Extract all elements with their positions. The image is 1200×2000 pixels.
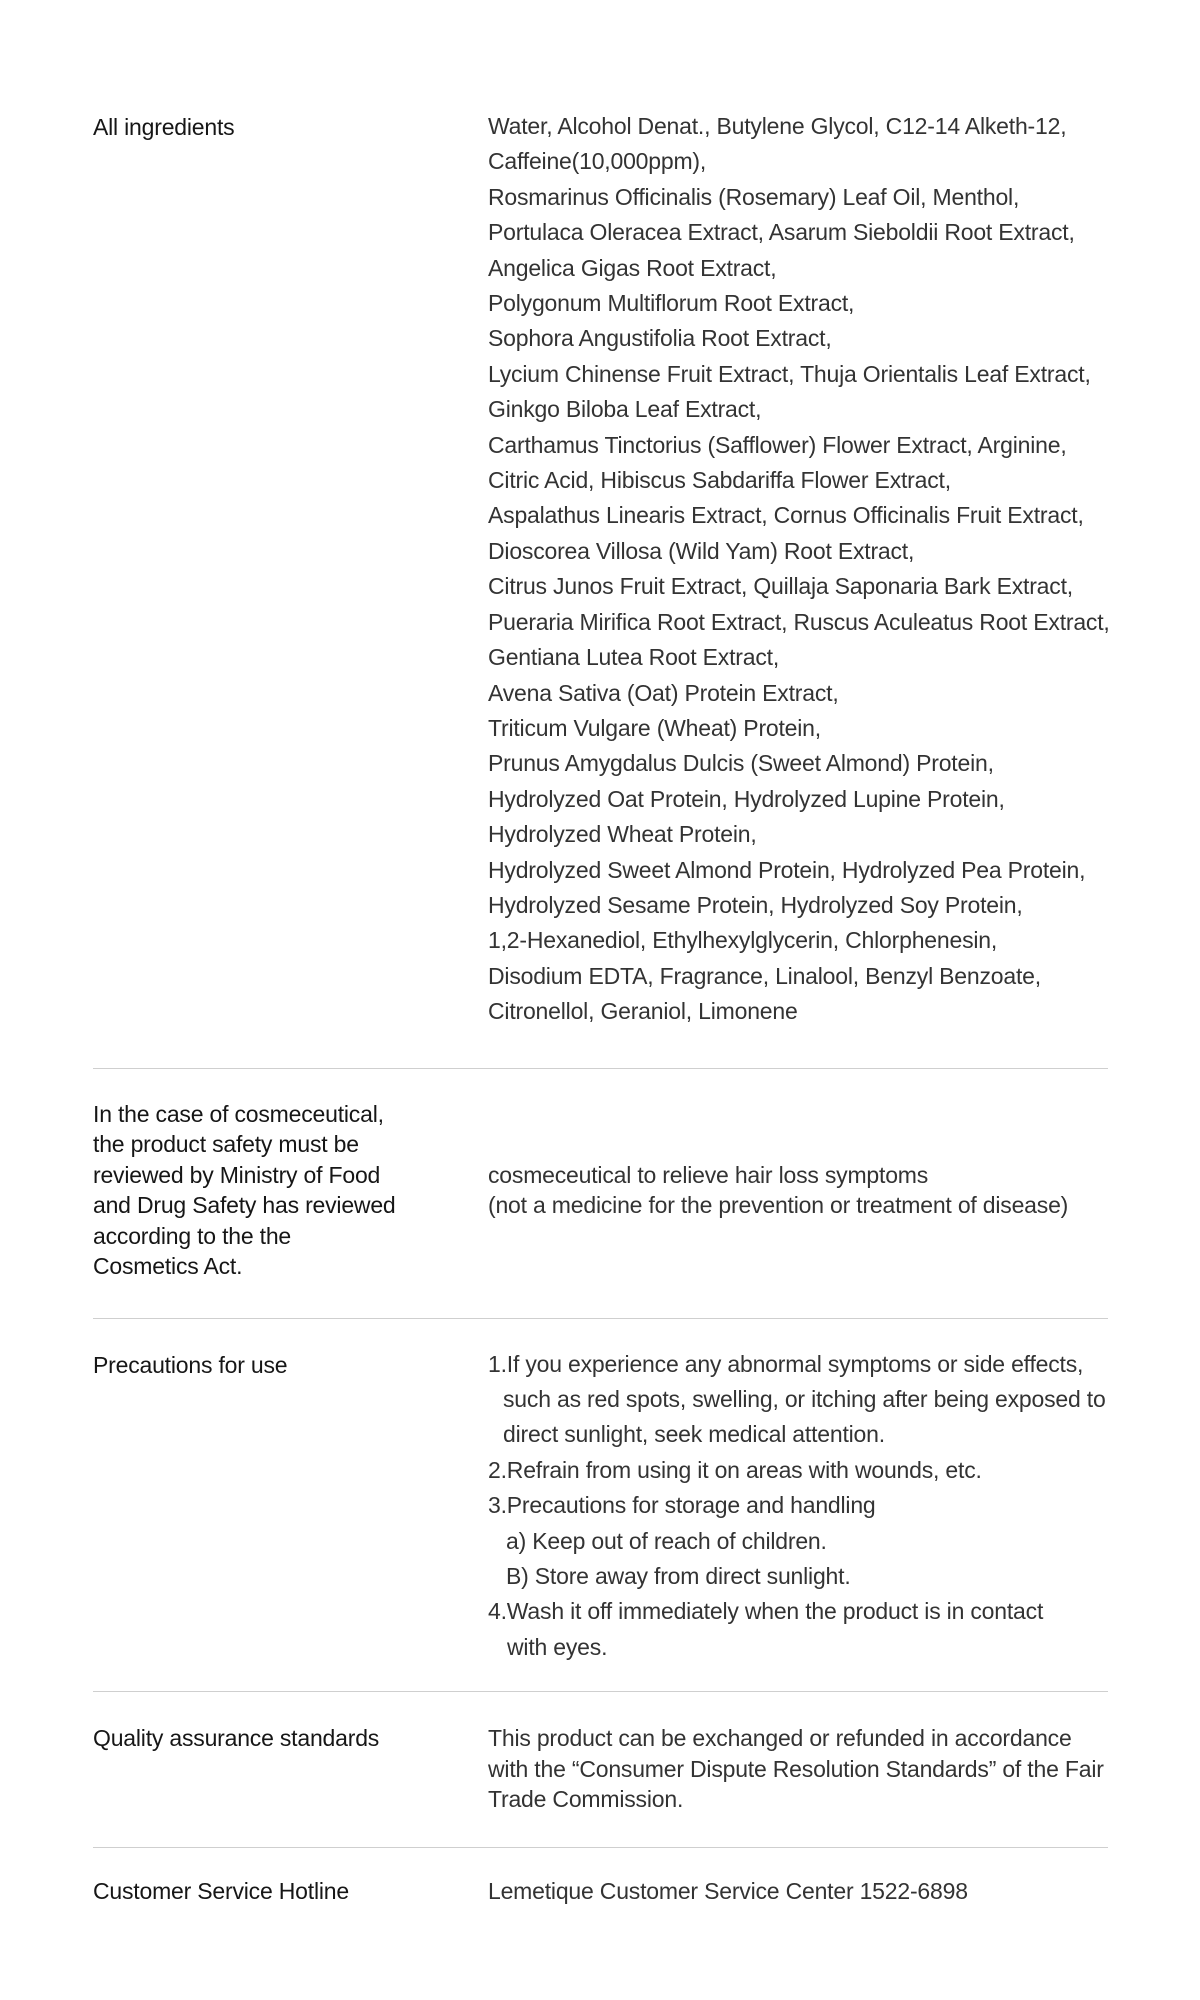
safety-review-label-line: and Drug Safety has reviewed (93, 1192, 396, 1219)
ingredients-line: Avena Sativa (Oat) Protein Extract, (488, 679, 839, 706)
precaution-item: 3.Precautions for storage and handling (488, 1492, 876, 1519)
safety-review-value (488, 1160, 1108, 1221)
ingredients-line: Sophora Angustifolia Root Extract, (488, 325, 832, 352)
section-divider (93, 1847, 1108, 1848)
ingredients-line: 1,2-Hexanediol, Ethylhexylglycerin, Chlorphenesin, (488, 927, 998, 954)
precaution-subitem: a) Keep out of reach of children. (506, 1527, 827, 1554)
ingredients-list (488, 109, 1110, 1030)
ingredients-line: Lycium Chinense Fruit Extract, Thuja Orientalis Leaf Extract, (488, 360, 1091, 387)
quality-assurance-value (488, 1723, 1108, 1815)
precautions-label: Precautions for use (93, 1351, 288, 1378)
ingredients-line: Citronellol, Geraniol, Limonene (488, 998, 798, 1025)
ingredients-line: Citric Acid, Hibiscus Sabdariffa Flower Extract, (488, 467, 951, 494)
safety-review-label-line: In the case of cosmeceutical, (93, 1100, 384, 1127)
customer-service-label: Customer Service Hotline (93, 1877, 349, 1904)
precaution-item-continued: with eyes. (507, 1633, 608, 1660)
ingredients-line: Gentiana Lutea Root Extract, (488, 644, 780, 671)
quality-assurance-label: Quality assurance standards (93, 1725, 380, 1752)
safety-review-value-line: (not a medicine for the prevention or treatment of disease) (488, 1192, 1069, 1219)
precaution-item: 2.Refrain from using it on areas with wounds, etc. (488, 1456, 982, 1483)
ingredients-line: Dioscorea Villosa (Wild Yam) Root Extract, (488, 537, 915, 564)
ingredients-label: All ingredients (93, 114, 235, 140)
safety-review-label-line: reviewed by Ministry of Food (93, 1161, 381, 1188)
precaution-item: 1.If you experience any abnormal symptoms or side effects, (488, 1350, 1084, 1377)
customer-service-value: Lemetique Customer Service Center 1522-6898 (488, 1877, 968, 1904)
ingredients-line: Hydrolyzed Sweet Almond Protein, Hydrolyzed Pea Protein, (488, 856, 1086, 883)
ingredients-line: Hydrolyzed Oat Protein, Hydrolyzed Lupine Protein, (488, 785, 1005, 812)
safety-review-value-line: cosmeceutical to relieve hair loss symptoms (488, 1161, 929, 1188)
quality-assurance-line: This product can be exchanged or refunded in accordance (488, 1725, 1072, 1752)
quality-assurance-line: Trade Commission. (488, 1786, 684, 1813)
ingredients-line: Portulaca Oleracea Extract, Asarum Sieboldii Root Extract, (488, 219, 1075, 246)
ingredients-line: Pueraria Mirifica Root Extract, Ruscus Aculeatus Root Extract, (488, 608, 1110, 635)
ingredients-line: Hydrolyzed Wheat Protein, (488, 821, 757, 848)
ingredients-line: Angelica Gigas Root Extract, (488, 254, 777, 281)
ingredients-line: Citrus Junos Fruit Extract, Quillaja Saponaria Bark Extract, (488, 573, 1073, 600)
quality-assurance-line: with the “Consumer Dispute Resolution Standards” of the Fair (488, 1755, 1104, 1782)
section-divider (93, 1691, 1108, 1692)
precaution-item-continued: such as red spots, swelling, or itching after being exposed to (503, 1385, 1106, 1412)
ingredients-line: Hydrolyzed Sesame Protein, Hydrolyzed Soy Protein, (488, 891, 1023, 918)
ingredients-line: Caffeine(10,000ppm), (488, 148, 707, 175)
precaution-subitem: B) Store away from direct sunlight. (506, 1563, 851, 1589)
section-divider (93, 1068, 1108, 1069)
quality-assurance-row (93, 1723, 1108, 1815)
ingredients-line: Rosmarinus Officinalis (Rosemary) Leaf Oil, Menthol, (488, 183, 1020, 210)
ingredients-line: Disodium EDTA, Fragrance, Linalool, Benzyl Benzoate, (488, 962, 1041, 989)
ingredients-line: Ginkgo Biloba Leaf Extract, (488, 396, 762, 423)
ingredients-line: Water, Alcohol Denat., Butylene Glycol, C12-14 Alketh-12, (488, 113, 1067, 139)
ingredients-line: Prunus Amygdalus Dulcis (Sweet Almond) Protein, (488, 750, 994, 777)
safety-review-row (93, 1099, 1108, 1282)
safety-review-label-line: the product safety must be (93, 1131, 359, 1158)
precaution-item: 4.Wash it off immediately when the product is in contact (488, 1598, 1044, 1625)
ingredients-line: Polygonum Multiflorum Root Extract, (488, 290, 855, 317)
ingredients-line: Aspalathus Linearis Extract, Cornus Officinalis Fruit Extract, (488, 502, 1084, 529)
precautions-row (93, 1347, 1108, 1666)
safety-review-label-line: according to the the (93, 1222, 292, 1249)
customer-service-row (93, 1876, 1108, 1906)
safety-review-label-line: Cosmetics Act. (93, 1253, 243, 1280)
ingredients-row (93, 104, 1108, 1030)
section-divider (93, 1318, 1108, 1319)
precaution-item-continued: direct sunlight, seek medical attention. (503, 1421, 885, 1448)
ingredients-line: Carthamus Tinctorius (Safflower) Flower Extract, Arginine, (488, 431, 1067, 458)
product-info-sheet (93, 104, 1108, 1906)
ingredients-line: Triticum Vulgare (Wheat) Protein, (488, 714, 821, 741)
precautions-list (488, 1347, 1108, 1666)
safety-review-label (93, 1099, 488, 1282)
